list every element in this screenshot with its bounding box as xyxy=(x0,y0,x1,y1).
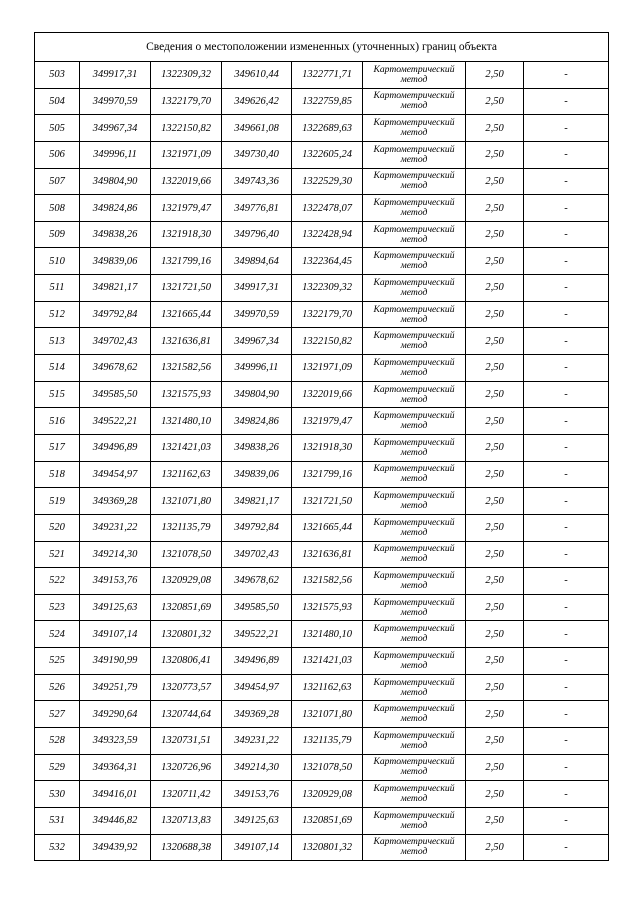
method-cell: Картометрический метод xyxy=(363,621,466,648)
accuracy-cell: 2,50 xyxy=(466,674,524,701)
method-cell: Картометрический метод xyxy=(363,648,466,675)
old-y-coordinate-cell: 1322689,63 xyxy=(292,115,363,142)
y-coordinate-cell: 1321575,93 xyxy=(151,381,222,408)
table-row xyxy=(35,328,609,355)
note-cell: - xyxy=(524,408,609,435)
method-cell: Картометрический метод xyxy=(363,328,466,355)
old-x-coordinate-cell: 349743,36 xyxy=(222,168,292,195)
y-coordinate-cell: 1321721,50 xyxy=(151,275,222,302)
method-cell: Картометрический метод xyxy=(363,674,466,701)
x-coordinate-cell: 349231,22 xyxy=(80,514,151,541)
old-x-coordinate-cell: 349792,84 xyxy=(222,514,292,541)
y-coordinate-cell: 1322150,82 xyxy=(151,115,222,142)
table-row xyxy=(35,115,609,142)
x-coordinate-cell: 349190,99 xyxy=(80,648,151,675)
old-y-coordinate-cell: 1320929,08 xyxy=(292,781,363,808)
accuracy-cell: 2,50 xyxy=(466,728,524,755)
table-row xyxy=(35,88,609,115)
point-number-cell: 517 xyxy=(35,434,80,461)
old-y-coordinate-cell: 1322759,85 xyxy=(292,88,363,115)
method-cell: Картометрический метод xyxy=(363,221,466,248)
method-cell: Картометрический метод xyxy=(363,834,466,861)
method-cell: Картометрический метод xyxy=(363,381,466,408)
note-cell: - xyxy=(524,674,609,701)
old-y-coordinate-cell: 1322529,30 xyxy=(292,168,363,195)
old-y-coordinate-cell: 1322605,24 xyxy=(292,141,363,168)
old-y-coordinate-cell: 1321979,47 xyxy=(292,408,363,435)
old-y-coordinate-cell: 1322771,71 xyxy=(292,62,363,89)
old-y-coordinate-cell: 1322179,70 xyxy=(292,301,363,328)
point-number-cell: 523 xyxy=(35,594,80,621)
note-cell: - xyxy=(524,594,609,621)
old-x-coordinate-cell: 349821,17 xyxy=(222,488,292,515)
point-number-cell: 504 xyxy=(35,88,80,115)
method-cell: Картометрический метод xyxy=(363,195,466,222)
point-number-cell: 532 xyxy=(35,834,80,861)
accuracy-cell: 2,50 xyxy=(466,221,524,248)
x-coordinate-cell: 349970,59 xyxy=(80,88,151,115)
note-cell: - xyxy=(524,328,609,355)
method-cell: Картометрический метод xyxy=(363,62,466,89)
old-x-coordinate-cell: 349702,43 xyxy=(222,541,292,568)
x-coordinate-cell: 349153,76 xyxy=(80,568,151,595)
table-row xyxy=(35,674,609,701)
point-number-cell: 524 xyxy=(35,621,80,648)
old-x-coordinate-cell: 349839,06 xyxy=(222,461,292,488)
x-coordinate-cell: 349585,50 xyxy=(80,381,151,408)
x-coordinate-cell: 349678,62 xyxy=(80,355,151,382)
old-x-coordinate-cell: 349804,90 xyxy=(222,381,292,408)
accuracy-cell: 2,50 xyxy=(466,355,524,382)
y-coordinate-cell: 1320713,83 xyxy=(151,807,222,834)
note-cell: - xyxy=(524,807,609,834)
table-row xyxy=(35,195,609,222)
point-number-cell: 528 xyxy=(35,728,80,755)
point-number-cell: 526 xyxy=(35,674,80,701)
old-x-coordinate-cell: 349626,42 xyxy=(222,88,292,115)
x-coordinate-cell: 349290,64 xyxy=(80,701,151,728)
y-coordinate-cell: 1321071,80 xyxy=(151,488,222,515)
accuracy-cell: 2,50 xyxy=(466,62,524,89)
old-y-coordinate-cell: 1321421,03 xyxy=(292,648,363,675)
note-cell: - xyxy=(524,62,609,89)
note-cell: - xyxy=(524,248,609,275)
x-coordinate-cell: 349839,06 xyxy=(80,248,151,275)
method-cell: Картометрический метод xyxy=(363,461,466,488)
note-cell: - xyxy=(524,355,609,382)
table-row xyxy=(35,355,609,382)
table-row xyxy=(35,568,609,595)
y-coordinate-cell: 1320688,38 xyxy=(151,834,222,861)
method-cell: Картометрический метод xyxy=(363,568,466,595)
table-row xyxy=(35,807,609,834)
table-row xyxy=(35,168,609,195)
old-y-coordinate-cell: 1321135,79 xyxy=(292,728,363,755)
note-cell: - xyxy=(524,195,609,222)
table-row xyxy=(35,301,609,328)
point-number-cell: 505 xyxy=(35,115,80,142)
old-x-coordinate-cell: 349585,50 xyxy=(222,594,292,621)
point-number-cell: 513 xyxy=(35,328,80,355)
y-coordinate-cell: 1321918,30 xyxy=(151,221,222,248)
x-coordinate-cell: 349214,30 xyxy=(80,541,151,568)
note-cell: - xyxy=(524,781,609,808)
y-coordinate-cell: 1322309,32 xyxy=(151,62,222,89)
point-number-cell: 503 xyxy=(35,62,80,89)
old-y-coordinate-cell: 1321636,81 xyxy=(292,541,363,568)
method-cell: Картометрический метод xyxy=(363,701,466,728)
method-cell: Картометрический метод xyxy=(363,275,466,302)
y-coordinate-cell: 1321480,10 xyxy=(151,408,222,435)
x-coordinate-cell: 349416,01 xyxy=(80,781,151,808)
old-y-coordinate-cell: 1321575,93 xyxy=(292,594,363,621)
y-coordinate-cell: 1320806,41 xyxy=(151,648,222,675)
boundary-table xyxy=(34,32,609,861)
old-y-coordinate-cell: 1321162,63 xyxy=(292,674,363,701)
y-coordinate-cell: 1321162,63 xyxy=(151,461,222,488)
accuracy-cell: 2,50 xyxy=(466,541,524,568)
note-cell: - xyxy=(524,275,609,302)
table-header-row xyxy=(35,33,609,62)
point-number-cell: 529 xyxy=(35,754,80,781)
y-coordinate-cell: 1320851,69 xyxy=(151,594,222,621)
point-number-cell: 511 xyxy=(35,275,80,302)
x-coordinate-cell: 349821,17 xyxy=(80,275,151,302)
y-coordinate-cell: 1320744,64 xyxy=(151,701,222,728)
note-cell: - xyxy=(524,141,609,168)
point-number-cell: 531 xyxy=(35,807,80,834)
table-row xyxy=(35,141,609,168)
table-row xyxy=(35,408,609,435)
method-cell: Картометрический метод xyxy=(363,754,466,781)
note-cell: - xyxy=(524,541,609,568)
accuracy-cell: 2,50 xyxy=(466,88,524,115)
y-coordinate-cell: 1321799,16 xyxy=(151,248,222,275)
table-row xyxy=(35,834,609,861)
point-number-cell: 520 xyxy=(35,514,80,541)
method-cell: Картометрический метод xyxy=(363,594,466,621)
note-cell: - xyxy=(524,568,609,595)
accuracy-cell: 2,50 xyxy=(466,807,524,834)
y-coordinate-cell: 1320929,08 xyxy=(151,568,222,595)
y-coordinate-cell: 1320711,42 xyxy=(151,781,222,808)
old-x-coordinate-cell: 349824,86 xyxy=(222,408,292,435)
x-coordinate-cell: 349439,92 xyxy=(80,834,151,861)
old-x-coordinate-cell: 349996,11 xyxy=(222,355,292,382)
accuracy-cell: 2,50 xyxy=(466,381,524,408)
y-coordinate-cell: 1321078,50 xyxy=(151,541,222,568)
x-coordinate-cell: 349446,82 xyxy=(80,807,151,834)
method-cell: Картометрический метод xyxy=(363,115,466,142)
method-cell: Картометрический метод xyxy=(363,434,466,461)
table-row xyxy=(35,62,609,89)
accuracy-cell: 2,50 xyxy=(466,408,524,435)
method-cell: Картометрический метод xyxy=(363,355,466,382)
table-row xyxy=(35,381,609,408)
accuracy-cell: 2,50 xyxy=(466,168,524,195)
note-cell: - xyxy=(524,488,609,515)
x-coordinate-cell: 349804,90 xyxy=(80,168,151,195)
y-coordinate-cell: 1321971,09 xyxy=(151,141,222,168)
accuracy-cell: 2,50 xyxy=(466,115,524,142)
point-number-cell: 516 xyxy=(35,408,80,435)
note-cell: - xyxy=(524,168,609,195)
point-number-cell: 514 xyxy=(35,355,80,382)
x-coordinate-cell: 349838,26 xyxy=(80,221,151,248)
note-cell: - xyxy=(524,115,609,142)
accuracy-cell: 2,50 xyxy=(466,754,524,781)
old-x-coordinate-cell: 349610,44 xyxy=(222,62,292,89)
accuracy-cell: 2,50 xyxy=(466,434,524,461)
x-coordinate-cell: 349496,89 xyxy=(80,434,151,461)
accuracy-cell: 2,50 xyxy=(466,195,524,222)
old-x-coordinate-cell: 349454,97 xyxy=(222,674,292,701)
old-x-coordinate-cell: 349496,89 xyxy=(222,648,292,675)
old-x-coordinate-cell: 349153,76 xyxy=(222,781,292,808)
old-x-coordinate-cell: 349894,64 xyxy=(222,248,292,275)
y-coordinate-cell: 1321979,47 xyxy=(151,195,222,222)
point-number-cell: 521 xyxy=(35,541,80,568)
x-coordinate-cell: 349702,43 xyxy=(80,328,151,355)
point-number-cell: 530 xyxy=(35,781,80,808)
old-y-coordinate-cell: 1321071,80 xyxy=(292,701,363,728)
note-cell: - xyxy=(524,754,609,781)
table-row xyxy=(35,434,609,461)
y-coordinate-cell: 1321665,44 xyxy=(151,301,222,328)
point-number-cell: 508 xyxy=(35,195,80,222)
old-y-coordinate-cell: 1321971,09 xyxy=(292,355,363,382)
table-row xyxy=(35,275,609,302)
y-coordinate-cell: 1320726,96 xyxy=(151,754,222,781)
old-y-coordinate-cell: 1322478,07 xyxy=(292,195,363,222)
method-cell: Картометрический метод xyxy=(363,541,466,568)
old-x-coordinate-cell: 349661,08 xyxy=(222,115,292,142)
table-row xyxy=(35,514,609,541)
accuracy-cell: 2,50 xyxy=(466,648,524,675)
method-cell: Картометрический метод xyxy=(363,781,466,808)
point-number-cell: 515 xyxy=(35,381,80,408)
y-coordinate-cell: 1322179,70 xyxy=(151,88,222,115)
table-row xyxy=(35,488,609,515)
method-cell: Картометрический метод xyxy=(363,408,466,435)
old-y-coordinate-cell: 1321799,16 xyxy=(292,461,363,488)
y-coordinate-cell: 1321636,81 xyxy=(151,328,222,355)
note-cell: - xyxy=(524,701,609,728)
note-cell: - xyxy=(524,648,609,675)
method-cell: Картометрический метод xyxy=(363,488,466,515)
accuracy-cell: 2,50 xyxy=(466,141,524,168)
x-coordinate-cell: 349454,97 xyxy=(80,461,151,488)
point-number-cell: 525 xyxy=(35,648,80,675)
old-x-coordinate-cell: 349125,63 xyxy=(222,807,292,834)
old-x-coordinate-cell: 349917,31 xyxy=(222,275,292,302)
y-coordinate-cell: 1321135,79 xyxy=(151,514,222,541)
note-cell: - xyxy=(524,88,609,115)
old-y-coordinate-cell: 1322364,45 xyxy=(292,248,363,275)
method-cell: Картометрический метод xyxy=(363,514,466,541)
method-cell: Картометрический метод xyxy=(363,168,466,195)
old-y-coordinate-cell: 1321078,50 xyxy=(292,754,363,781)
table-row xyxy=(35,728,609,755)
table-row xyxy=(35,701,609,728)
point-number-cell: 510 xyxy=(35,248,80,275)
point-number-cell: 527 xyxy=(35,701,80,728)
accuracy-cell: 2,50 xyxy=(466,568,524,595)
table-row xyxy=(35,781,609,808)
x-coordinate-cell: 349125,63 xyxy=(80,594,151,621)
x-coordinate-cell: 349824,86 xyxy=(80,195,151,222)
x-coordinate-cell: 349917,31 xyxy=(80,62,151,89)
old-x-coordinate-cell: 349967,34 xyxy=(222,328,292,355)
old-x-coordinate-cell: 349970,59 xyxy=(222,301,292,328)
x-coordinate-cell: 349522,21 xyxy=(80,408,151,435)
point-number-cell: 522 xyxy=(35,568,80,595)
old-y-coordinate-cell: 1321918,30 xyxy=(292,434,363,461)
y-coordinate-cell: 1322019,66 xyxy=(151,168,222,195)
method-cell: Картометрический метод xyxy=(363,301,466,328)
accuracy-cell: 2,50 xyxy=(466,621,524,648)
old-x-coordinate-cell: 349231,22 xyxy=(222,728,292,755)
old-y-coordinate-cell: 1321665,44 xyxy=(292,514,363,541)
point-number-cell: 518 xyxy=(35,461,80,488)
note-cell: - xyxy=(524,301,609,328)
table-row xyxy=(35,248,609,275)
note-cell: - xyxy=(524,381,609,408)
x-coordinate-cell: 349369,28 xyxy=(80,488,151,515)
point-number-cell: 509 xyxy=(35,221,80,248)
note-cell: - xyxy=(524,434,609,461)
method-cell: Картометрический метод xyxy=(363,141,466,168)
old-x-coordinate-cell: 349730,40 xyxy=(222,141,292,168)
note-cell: - xyxy=(524,514,609,541)
old-x-coordinate-cell: 349107,14 xyxy=(222,834,292,861)
table-row xyxy=(35,541,609,568)
accuracy-cell: 2,50 xyxy=(466,488,524,515)
accuracy-cell: 2,50 xyxy=(466,461,524,488)
x-coordinate-cell: 349251,79 xyxy=(80,674,151,701)
old-y-coordinate-cell: 1322150,82 xyxy=(292,328,363,355)
old-y-coordinate-cell: 1320801,32 xyxy=(292,834,363,861)
note-cell: - xyxy=(524,221,609,248)
y-coordinate-cell: 1321582,56 xyxy=(151,355,222,382)
accuracy-cell: 2,50 xyxy=(466,328,524,355)
x-coordinate-cell: 349323,59 xyxy=(80,728,151,755)
method-cell: Картометрический метод xyxy=(363,807,466,834)
method-cell: Картометрический метод xyxy=(363,248,466,275)
old-x-coordinate-cell: 349522,21 xyxy=(222,621,292,648)
accuracy-cell: 2,50 xyxy=(466,834,524,861)
old-y-coordinate-cell: 1321721,50 xyxy=(292,488,363,515)
y-coordinate-cell: 1320731,51 xyxy=(151,728,222,755)
table-title: Сведения о местоположении измененных (уточненных) границ объекта xyxy=(35,33,609,62)
old-y-coordinate-cell: 1320851,69 xyxy=(292,807,363,834)
x-coordinate-cell: 349364,31 xyxy=(80,754,151,781)
old-y-coordinate-cell: 1321480,10 xyxy=(292,621,363,648)
accuracy-cell: 2,50 xyxy=(466,248,524,275)
point-number-cell: 507 xyxy=(35,168,80,195)
accuracy-cell: 2,50 xyxy=(466,701,524,728)
point-number-cell: 512 xyxy=(35,301,80,328)
note-cell: - xyxy=(524,834,609,861)
old-y-coordinate-cell: 1321582,56 xyxy=(292,568,363,595)
old-x-coordinate-cell: 349369,28 xyxy=(222,701,292,728)
x-coordinate-cell: 349996,11 xyxy=(80,141,151,168)
accuracy-cell: 2,50 xyxy=(466,275,524,302)
point-number-cell: 519 xyxy=(35,488,80,515)
old-x-coordinate-cell: 349678,62 xyxy=(222,568,292,595)
note-cell: - xyxy=(524,728,609,755)
x-coordinate-cell: 349792,84 xyxy=(80,301,151,328)
table-row xyxy=(35,221,609,248)
table-row xyxy=(35,621,609,648)
note-cell: - xyxy=(524,461,609,488)
old-x-coordinate-cell: 349796,40 xyxy=(222,221,292,248)
table-row xyxy=(35,754,609,781)
accuracy-cell: 2,50 xyxy=(466,301,524,328)
y-coordinate-cell: 1320801,32 xyxy=(151,621,222,648)
table-row xyxy=(35,594,609,621)
document-page xyxy=(34,32,608,861)
table-row xyxy=(35,461,609,488)
x-coordinate-cell: 349107,14 xyxy=(80,621,151,648)
old-x-coordinate-cell: 349214,30 xyxy=(222,754,292,781)
table-row xyxy=(35,648,609,675)
y-coordinate-cell: 1321421,03 xyxy=(151,434,222,461)
method-cell: Картометрический метод xyxy=(363,728,466,755)
method-cell: Картометрический метод xyxy=(363,88,466,115)
accuracy-cell: 2,50 xyxy=(466,594,524,621)
old-y-coordinate-cell: 1322019,66 xyxy=(292,381,363,408)
accuracy-cell: 2,50 xyxy=(466,514,524,541)
old-y-coordinate-cell: 1322309,32 xyxy=(292,275,363,302)
accuracy-cell: 2,50 xyxy=(466,781,524,808)
old-y-coordinate-cell: 1322428,94 xyxy=(292,221,363,248)
old-x-coordinate-cell: 349776,81 xyxy=(222,195,292,222)
point-number-cell: 506 xyxy=(35,141,80,168)
y-coordinate-cell: 1320773,57 xyxy=(151,674,222,701)
x-coordinate-cell: 349967,34 xyxy=(80,115,151,142)
old-x-coordinate-cell: 349838,26 xyxy=(222,434,292,461)
note-cell: - xyxy=(524,621,609,648)
